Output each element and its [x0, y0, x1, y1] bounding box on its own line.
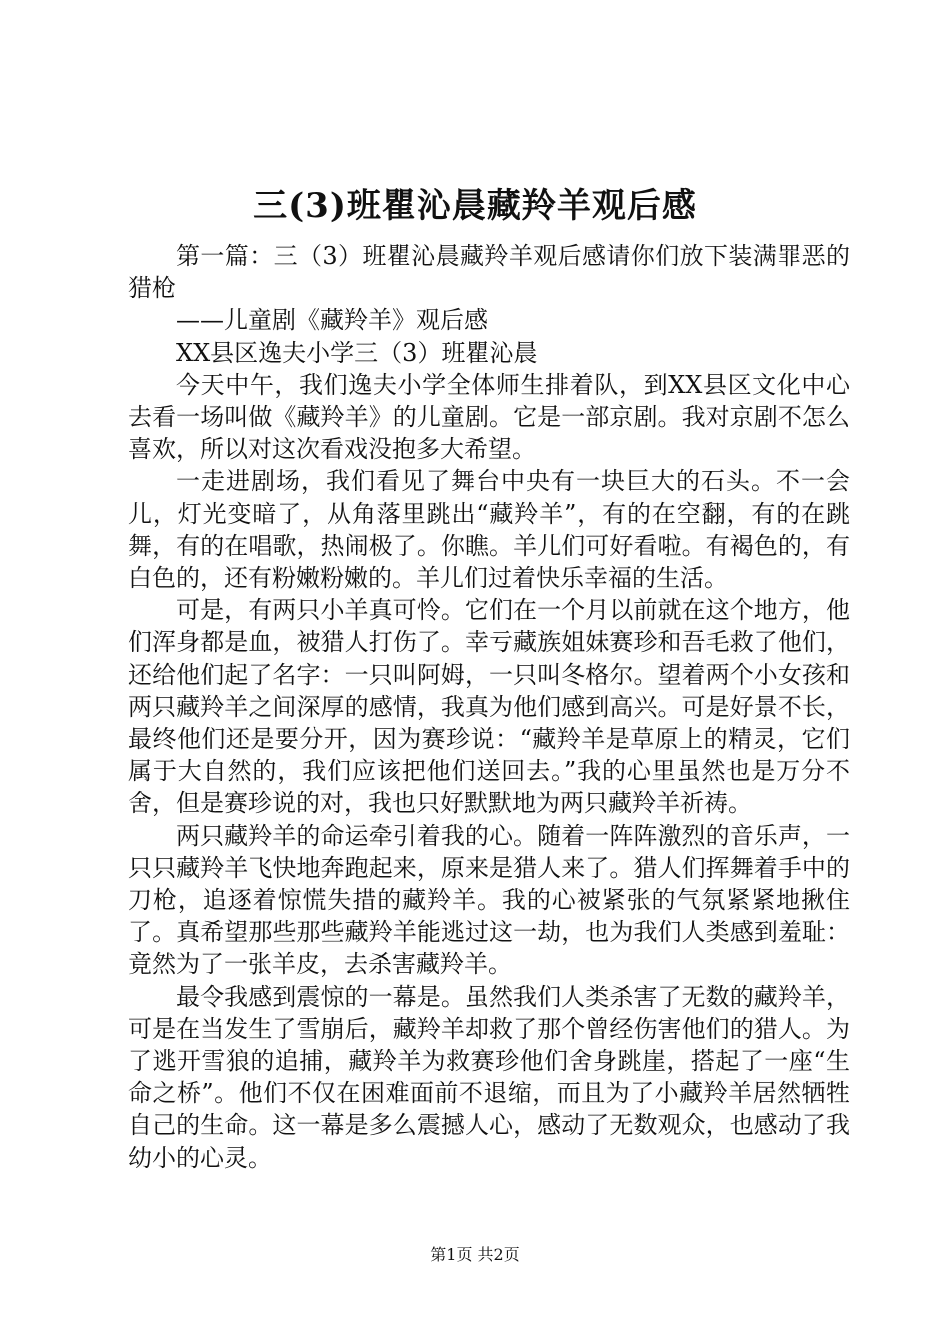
paragraph-heading: 第一篇：三（3）班瞿沁晨藏羚羊观后感请你们放下装满罪恶的猎枪	[128, 242, 850, 303]
paragraph: 最令我感到震惊的一幕是。虽然我们人类杀害了无数的藏羚羊，可是在当发生了雪崩后，藏羚羊却救了那个曾经伤害他们的猎人。为了逃开雪狼的追捕，藏羚羊为救赛珍他们舍身跳崖，搭起了一座“生命之桥”。他们不仅在困难面前不退缩，而且为了小藏羚羊居然牺牲自己的生命。这一幕是多么震撼人心，感动了无数观众，也感动了我幼小的心灵。	[128, 982, 850, 1172]
paragraph: 可是，有两只小羊真可怜。它们在一个月以前就在这个地方，他们浑身都是血，被猎人打伤了。幸亏藏族姐妹赛珍和吾毛救了他们，还给他们起了名字：一只叫阿姆，一只叫冬格尔。望着两个小女孩和两只藏羚羊之间深厚的感情，我真为他们感到高兴。可是好景不长，最终他们还是要分开，因为赛珍说：“藏羚羊是草原上的精灵，它们属于大自然的，我们应该把他们送回去。”我的心里虽然也是万分不舍，但是赛珍说的对，我也只好默默地为两只藏羚羊祈祷。	[128, 596, 850, 818]
paragraph: 今天中午，我们逸夫小学全体师生排着队，到XX县区文化中心去看一场叫做《藏羚羊》的儿童剧。它是一部京剧。我对京剧不怎么喜欢，所以对这次看戏没抱多大希望。	[128, 370, 850, 464]
paragraph-author: XX县区逸夫小学三（3）班瞿沁晨	[176, 338, 538, 367]
document-body	[128, 240, 850, 1174]
paragraph: 一走进剧场，我们看见了舞台中央有一块巨大的石头。不一会儿，灯光变暗了，从角落里跳出“藏羚羊”，有的在空翻，有的在跳舞，有的在唱歌，热闹极了。你瞧。羊儿们可好看啦。有褐色的，有白色的，还有粉嫩粉嫩的。羊儿们过着快乐幸福的生活。	[128, 467, 850, 593]
page-number-footer: 第1页 共2页	[430, 1245, 520, 1264]
document-title: 三(3)班瞿沁晨藏羚羊观后感	[253, 186, 697, 226]
paragraph-subtitle: ——儿童剧《藏羚羊》观后感	[176, 306, 488, 335]
paragraph: 两只藏羚羊的命运牵引着我的心。随着一阵阵激烈的音乐声，一只只藏羚羊飞快地奔跑起来，原来是猎人来了。猎人们挥舞着手中的刀枪，追逐着惊慌失措的藏羚羊。我的心被紧张的气氛紧紧地揪住了。真希望那些那些藏羚羊能逃过这一劫，也为我们人类感到羞耻：竟然为了一张羊皮，去杀害藏羚羊。	[128, 821, 850, 979]
